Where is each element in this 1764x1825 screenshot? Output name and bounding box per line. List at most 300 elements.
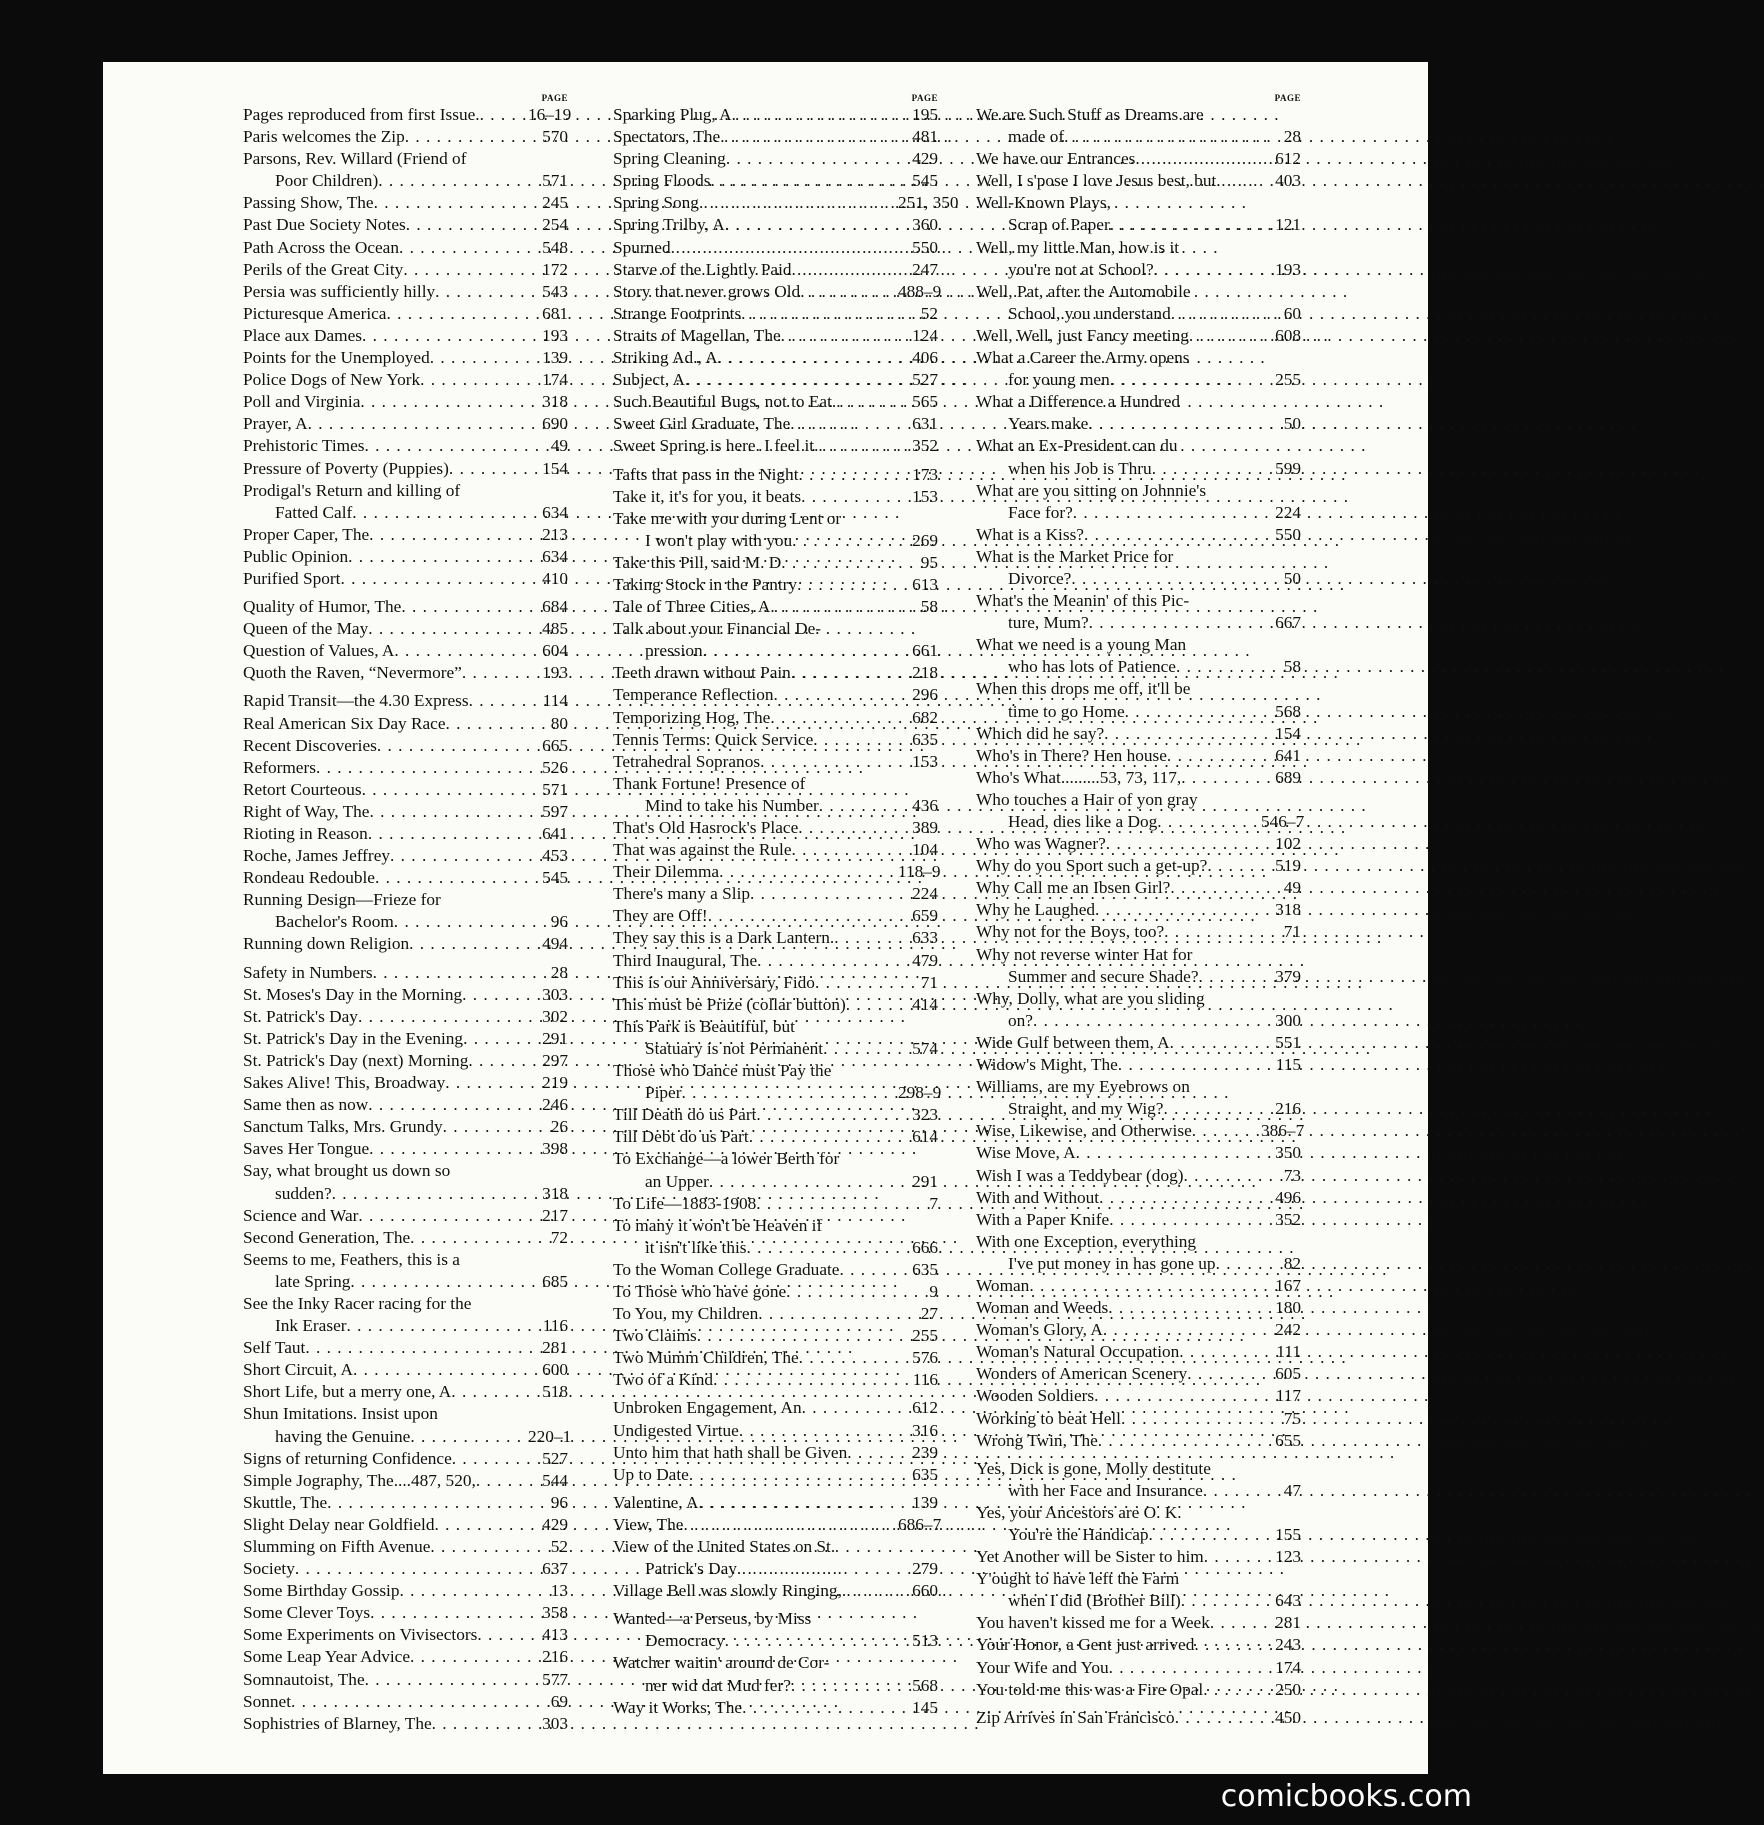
entry-title: Their Dilemma xyxy=(613,862,720,882)
index-entry xyxy=(243,281,568,303)
entry-title-line xyxy=(976,1165,1301,1187)
entry-title-line xyxy=(976,1502,1301,1524)
entry-title-line xyxy=(976,192,1301,214)
entry-page-number: 403 xyxy=(1275,171,1301,191)
entry-title: having the Genuine xyxy=(275,1426,411,1446)
entry-page-number: 682 xyxy=(912,707,938,727)
entry-title-line xyxy=(243,303,568,325)
entry-title-line xyxy=(976,1363,1301,1385)
index-entry xyxy=(243,1448,568,1470)
entry-title: What are you sitting on Johnnie's xyxy=(976,480,1207,500)
leader-dots xyxy=(1171,303,1261,325)
entry-title-line xyxy=(613,861,941,883)
leader-dots xyxy=(749,1126,898,1148)
entry-title-line xyxy=(613,508,938,530)
index-entry xyxy=(243,126,568,148)
index-entry xyxy=(613,707,938,729)
entry-title: Woman and Weeds xyxy=(976,1298,1109,1318)
entry-title: Shun Imitations. Insist upon xyxy=(243,1404,438,1424)
entry-title: What an Ex-President can du xyxy=(976,436,1178,456)
leader-dots xyxy=(1187,1363,1261,1385)
entry-title-line xyxy=(243,662,568,684)
entry-title-line xyxy=(613,1514,942,1536)
entry-title-line xyxy=(976,546,1301,568)
leader-dots xyxy=(1084,524,1261,546)
entry-title: Patrick's Day xyxy=(645,1559,737,1579)
index-entry xyxy=(243,192,568,214)
index-entry xyxy=(613,486,938,508)
entry-page-number: 7 xyxy=(929,1193,938,1213)
entry-title: Scrap of Paper xyxy=(1008,215,1110,235)
leader-dots xyxy=(1152,458,1261,480)
entry-page-number: 494 xyxy=(542,934,568,954)
entry-title-line xyxy=(243,1580,568,1602)
leader-dots xyxy=(369,1138,528,1160)
index-entry xyxy=(613,1464,938,1486)
entry-title-line xyxy=(243,1359,568,1381)
entry-continuation-line xyxy=(976,1253,1301,1275)
index-entry xyxy=(976,833,1301,855)
leader-dots xyxy=(1135,148,1261,170)
entry-page-number: 193 xyxy=(542,325,568,345)
entry-title-line xyxy=(243,735,568,757)
index-entry xyxy=(613,1126,938,1148)
entry-title-line xyxy=(976,1679,1301,1701)
entry-page-number: 155 xyxy=(1275,1525,1301,1544)
entry-title: Wise, Likewise, and Otherwise xyxy=(976,1121,1192,1141)
entry-title: Statuary is not Permanent xyxy=(645,1038,824,1058)
leader-dots xyxy=(358,1205,528,1227)
entry-title: Two Mumm Children, The xyxy=(613,1348,799,1368)
leader-dots xyxy=(390,845,528,867)
leader-dots xyxy=(348,546,528,568)
entry-title: Such Beautiful Bugs, not to Eat. xyxy=(613,392,837,412)
entry-page-number: 527 xyxy=(912,370,938,390)
entry-page-number: 123 xyxy=(1275,1547,1301,1567)
entry-page-number: 318 xyxy=(542,392,568,412)
index-entry xyxy=(976,1275,1301,1297)
index-entry xyxy=(243,933,568,955)
entry-title-line xyxy=(243,984,568,1006)
entry-title-line xyxy=(976,1209,1301,1231)
index-entry xyxy=(243,713,568,735)
entry-page-number: 605 xyxy=(1275,1364,1301,1384)
leader-dots xyxy=(353,1359,528,1381)
leader-dots xyxy=(445,1072,528,1094)
entry-title: When this drops me off, it'll be xyxy=(976,679,1191,699)
index-entry xyxy=(613,596,938,618)
entry-page-number: 254 xyxy=(542,215,568,235)
leader-dots xyxy=(773,684,898,706)
leader-dots xyxy=(713,1369,898,1391)
leader-dots xyxy=(1125,701,1261,723)
entry-title-line xyxy=(976,590,1301,612)
index-entry xyxy=(976,1363,1301,1385)
entry-continuation-line xyxy=(976,1098,1301,1120)
leader-dots xyxy=(718,347,898,369)
leader-dots xyxy=(1207,855,1261,877)
entry-title: Parsons, Rev. Willard (Friend of xyxy=(243,149,467,169)
index-entry xyxy=(976,1319,1301,1341)
entry-title: Sweet Girl Graduate, The xyxy=(613,414,791,434)
entry-title: Teeth drawn without Pain xyxy=(613,663,791,683)
entry-title: Why not for the Boys, too? xyxy=(976,922,1165,942)
entry-title: Spurned xyxy=(613,237,671,257)
leader-dots xyxy=(698,1492,898,1514)
entry-title: Up to Date xyxy=(613,1464,689,1484)
entry-title: Poll and Virginia xyxy=(243,392,361,412)
entry-title: who has lots of Patience xyxy=(1008,657,1176,677)
index-entry xyxy=(613,1697,938,1719)
leader-dots xyxy=(756,1193,898,1215)
entry-page-number: 104 xyxy=(912,840,938,860)
entry-title: St. Patrick's Day (next) Morning xyxy=(243,1050,469,1070)
entry-title: With one Exception, everything xyxy=(976,1231,1197,1251)
index-entry xyxy=(976,634,1301,678)
index-entry xyxy=(243,1205,568,1227)
leader-dots xyxy=(739,1420,898,1442)
entry-title-line xyxy=(976,1341,1301,1363)
entry-page-number: 597 xyxy=(542,801,568,821)
index-entry xyxy=(976,281,1301,325)
entry-title: You told me this was a Fire Opal xyxy=(976,1679,1204,1699)
entry-page-number: 612 xyxy=(912,1398,938,1418)
leader-dots xyxy=(791,1675,898,1697)
entry-title-line xyxy=(243,1116,568,1138)
entry-title: Valentine, A xyxy=(613,1492,699,1512)
entry-title: Wish I was a Teddybear (dog) xyxy=(976,1165,1184,1185)
index-entry xyxy=(243,1514,568,1536)
entry-page-number: 96 xyxy=(550,1492,568,1512)
leader-dots xyxy=(781,325,898,347)
entry-title-line xyxy=(613,192,959,214)
index-entry xyxy=(613,508,938,552)
entry-title-line xyxy=(243,618,568,640)
leader-dots xyxy=(834,927,898,949)
entry-continuation-line xyxy=(243,170,568,192)
index-entry xyxy=(613,126,938,148)
entry-page-number: 58 xyxy=(920,597,938,617)
entry-page-number: 350 xyxy=(1275,1143,1301,1163)
leader-dots xyxy=(347,1315,529,1337)
entry-title-line xyxy=(976,325,1301,347)
index-entry xyxy=(613,1215,938,1259)
leader-dots xyxy=(709,1171,898,1193)
index-entry xyxy=(243,568,568,590)
entry-page-number: 71 xyxy=(1283,922,1301,942)
leader-dots xyxy=(463,1028,528,1050)
index-entry xyxy=(613,1259,938,1281)
entry-title-line xyxy=(613,1016,938,1038)
entry-title-line xyxy=(976,1231,1301,1253)
index-entry xyxy=(243,984,568,1006)
entry-page-number: 154 xyxy=(542,458,568,478)
entry-title: Straight, and my Wig? xyxy=(1008,1099,1164,1119)
entry-title-line xyxy=(613,170,938,192)
entry-continuation-line xyxy=(976,1480,1301,1502)
entry-title: There's many a Slip xyxy=(613,884,751,904)
entry-title: Rondeau Redouble xyxy=(243,868,375,888)
entry-page-number: 570 xyxy=(542,127,568,147)
leader-dots xyxy=(1099,1187,1261,1209)
entry-page-number: 13 xyxy=(550,1581,568,1601)
leader-dots xyxy=(813,729,898,751)
entry-page-number: 216 xyxy=(1275,1099,1301,1119)
entry-title: Self Taut xyxy=(243,1338,306,1358)
entry-title-line xyxy=(243,1293,568,1315)
entry-title: Village Bell was slowly Ringing, xyxy=(613,1581,842,1601)
entry-page-number: 634 xyxy=(542,546,568,566)
entry-title-line xyxy=(976,1319,1301,1341)
entry-title: Some Leap Year Advice xyxy=(243,1647,411,1667)
index-entry xyxy=(613,1652,938,1696)
entry-title: Passing Show, The xyxy=(243,193,374,213)
entry-page-number: 174 xyxy=(542,370,568,390)
leader-dots xyxy=(770,707,898,729)
entry-title: We are Such Stuff as Dreams are xyxy=(976,105,1204,124)
index-entry xyxy=(976,1054,1301,1076)
entry-title-line xyxy=(613,259,938,281)
entry-continuation-line xyxy=(976,966,1301,988)
entry-page-number: 481 xyxy=(912,127,938,147)
entry-title-line xyxy=(613,1060,938,1082)
entry-title-line xyxy=(243,1558,568,1580)
leader-dots xyxy=(430,1536,528,1558)
entry-continuation-line xyxy=(613,1082,942,1104)
entry-page-number: 220–1 xyxy=(528,1426,572,1446)
leader-dots xyxy=(1194,1634,1261,1656)
index-entry xyxy=(976,435,1301,479)
entry-title: Starve of the Lightly Paid xyxy=(613,259,792,279)
index-entry xyxy=(613,972,938,994)
index-entry xyxy=(243,962,568,984)
entry-continuation-line xyxy=(976,369,1301,391)
index-entry xyxy=(976,678,1301,722)
entry-title: That's Old Hasrock's Place xyxy=(613,818,799,837)
entry-title-line xyxy=(613,574,938,596)
index-entry xyxy=(243,779,568,801)
entry-continuation-line xyxy=(976,1010,1301,1032)
leader-dots xyxy=(685,369,898,391)
entry-title-line xyxy=(243,1624,568,1646)
entry-title-line xyxy=(613,325,938,347)
index-entry xyxy=(976,1032,1301,1054)
index-entry xyxy=(613,1325,938,1347)
leader-dots xyxy=(1110,369,1261,391)
entry-title: Why not reverse winter Hat for xyxy=(976,944,1193,964)
leader-dots xyxy=(291,1691,528,1713)
entry-title-line xyxy=(613,1397,938,1419)
entry-page-number: 60 xyxy=(1283,303,1301,323)
entry-title: Talk about your Financial De- xyxy=(613,619,822,639)
entry-title: Short Life, but a merry one, A xyxy=(243,1382,452,1402)
index-entry xyxy=(976,1612,1301,1634)
entry-title: Persia was sufficiently hilly xyxy=(243,281,436,301)
index-entry xyxy=(976,590,1301,634)
entry-title: Quality of Humor, The xyxy=(243,597,402,617)
entry-title: Years make xyxy=(1008,414,1089,434)
entry-title: St. Patrick's Day in the Evening xyxy=(243,1028,464,1048)
leader-dots xyxy=(327,1492,528,1514)
entry-page-number: 659 xyxy=(912,906,938,926)
entry-page-number: 358 xyxy=(542,1603,568,1623)
entry-title: Head, dies like a Dog xyxy=(1008,812,1158,831)
leader-dots xyxy=(732,104,898,126)
index-entry xyxy=(243,1094,568,1116)
leader-dots xyxy=(451,1381,528,1403)
entry-title: I've put money in has gone up xyxy=(1008,1253,1216,1273)
entry-page-number: 173 xyxy=(912,464,938,484)
entry-continuation-line xyxy=(976,458,1301,480)
entry-page-number: 545 xyxy=(912,171,938,191)
leader-dots xyxy=(1216,170,1261,192)
entry-page-number: 513 xyxy=(912,1631,938,1651)
entry-title: Working to beat Hell xyxy=(976,1408,1121,1428)
leader-dots xyxy=(400,1580,529,1602)
leader-dots xyxy=(1029,1275,1261,1297)
entry-page-number: 488–9 xyxy=(898,281,942,301)
entry-page-number: 614 xyxy=(912,1127,938,1147)
entry-page-number: 689 xyxy=(1275,767,1301,787)
leader-dots xyxy=(1183,1165,1261,1187)
entry-title-line xyxy=(976,745,1301,767)
index-entry xyxy=(243,1160,568,1204)
entry-title: Democracy xyxy=(645,1631,725,1651)
entry-title: Spring Floods xyxy=(613,171,711,191)
entry-title-line xyxy=(613,237,938,259)
entry-title: Unto him that hath shall be Given xyxy=(613,1442,848,1462)
entry-title-line xyxy=(976,1032,1301,1054)
index-entry xyxy=(243,1227,568,1249)
entry-page-number: 635 xyxy=(912,729,938,749)
leader-dots xyxy=(815,972,898,994)
entry-page-number: 153 xyxy=(912,751,938,771)
index-entry xyxy=(243,1536,568,1558)
entry-title: Undigested Virtue xyxy=(613,1420,739,1440)
entry-continuation-line xyxy=(243,1271,568,1293)
entry-title-line xyxy=(613,662,938,684)
entry-title: Paris welcomes the Zip xyxy=(243,127,405,147)
leader-dots xyxy=(1170,1032,1261,1054)
entry-title-line xyxy=(243,1713,568,1735)
index-entry xyxy=(243,480,568,524)
entry-page-number: 116 xyxy=(912,1370,938,1390)
leader-dots xyxy=(683,1514,898,1536)
entry-title-line xyxy=(976,1612,1301,1634)
entry-page-number: 634 xyxy=(542,502,568,522)
index-entry xyxy=(613,552,938,574)
entry-title-line xyxy=(243,640,568,662)
leader-dots xyxy=(403,259,528,281)
leader-dots xyxy=(823,1038,898,1060)
entry-title-line xyxy=(243,237,568,259)
index-entry xyxy=(976,899,1301,921)
index-entry xyxy=(243,413,568,435)
entry-title: Temperance Reflection xyxy=(613,685,774,705)
index-entry xyxy=(976,104,1301,148)
entry-page-number: 49 xyxy=(550,436,568,456)
leader-dots xyxy=(364,435,528,457)
entry-title-line xyxy=(976,480,1301,502)
entry-page-number: 406 xyxy=(912,348,938,368)
leader-dots xyxy=(671,237,898,259)
entry-title: Williams, are my Eyebrows on xyxy=(976,1077,1190,1097)
leader-dots xyxy=(410,1426,528,1448)
leader-dots xyxy=(842,1580,898,1602)
index-entry xyxy=(613,773,938,817)
entry-page-number: 436 xyxy=(912,795,938,815)
entry-title-line xyxy=(243,192,568,214)
index-entry xyxy=(243,1470,568,1492)
entry-title: Second Generation, The xyxy=(243,1227,411,1247)
entry-continuation-line xyxy=(976,502,1301,524)
entry-title-line xyxy=(976,678,1301,700)
entry-page-number: 608 xyxy=(1275,325,1301,345)
index-entry xyxy=(243,1691,568,1713)
leader-dots xyxy=(1108,1297,1261,1319)
entry-title: Short Circuit, A xyxy=(243,1360,353,1380)
entry-continuation-line xyxy=(613,1675,938,1697)
entry-title: Spectators, The xyxy=(613,127,721,147)
index-entry xyxy=(613,1016,938,1060)
leader-dots xyxy=(1216,1253,1261,1275)
index-entry xyxy=(976,391,1301,435)
entry-title: Taking Stock in the Pantry xyxy=(613,574,798,594)
entry-page-number: 660 xyxy=(912,1581,938,1601)
entry-title-line xyxy=(243,1403,568,1425)
entry-page-number: 318 xyxy=(1275,900,1301,920)
entry-page-number: 637 xyxy=(542,1559,568,1579)
leader-dots xyxy=(477,1624,528,1646)
entry-title-line xyxy=(976,1187,1301,1209)
leader-dots xyxy=(1088,413,1261,435)
leader-dots xyxy=(410,1227,528,1249)
entry-title: St. Moses's Day in the Morning xyxy=(243,984,463,1004)
leader-dots xyxy=(737,1558,898,1580)
leader-dots xyxy=(1204,1546,1261,1568)
entry-title: on? xyxy=(1008,1010,1033,1030)
index-entry xyxy=(243,325,568,347)
index-page xyxy=(103,62,1428,1774)
entry-title: Who's What.........53, 73, 117, xyxy=(976,767,1182,787)
entry-title-line xyxy=(243,823,568,845)
entry-title: They are Off! xyxy=(613,906,708,926)
entry-title: Sakes Alive! This, Broadway xyxy=(243,1073,446,1093)
index-entry xyxy=(243,845,568,867)
entry-title: This Park is Beautiful, but xyxy=(613,1016,795,1036)
entry-title: Woman xyxy=(976,1275,1030,1295)
entry-page-number: 297 xyxy=(542,1050,568,1070)
entry-page-number: 58 xyxy=(1283,657,1301,677)
entry-title: Story that never grows Old xyxy=(613,281,801,301)
entry-title-line xyxy=(243,962,568,984)
entry-page-number: 318 xyxy=(542,1183,568,1203)
entry-title: for young men xyxy=(1008,370,1110,390)
entry-page-number: 479 xyxy=(912,950,938,970)
index-entry xyxy=(976,1546,1301,1568)
leader-dots xyxy=(798,817,898,839)
entry-page-number: 298–9 xyxy=(898,1083,942,1103)
entry-title: Path Across the Ocean xyxy=(243,237,399,257)
entry-title: See the Inky Racer racing for the xyxy=(243,1293,472,1313)
entry-title-line xyxy=(243,889,568,911)
entry-title-line xyxy=(613,773,938,795)
entry-page-number: 102 xyxy=(1275,834,1301,854)
index-entry xyxy=(613,1608,938,1652)
entry-page-number: 118–9 xyxy=(898,862,941,882)
index-entry xyxy=(976,325,1301,347)
entry-page-number: 250 xyxy=(1275,1679,1301,1699)
